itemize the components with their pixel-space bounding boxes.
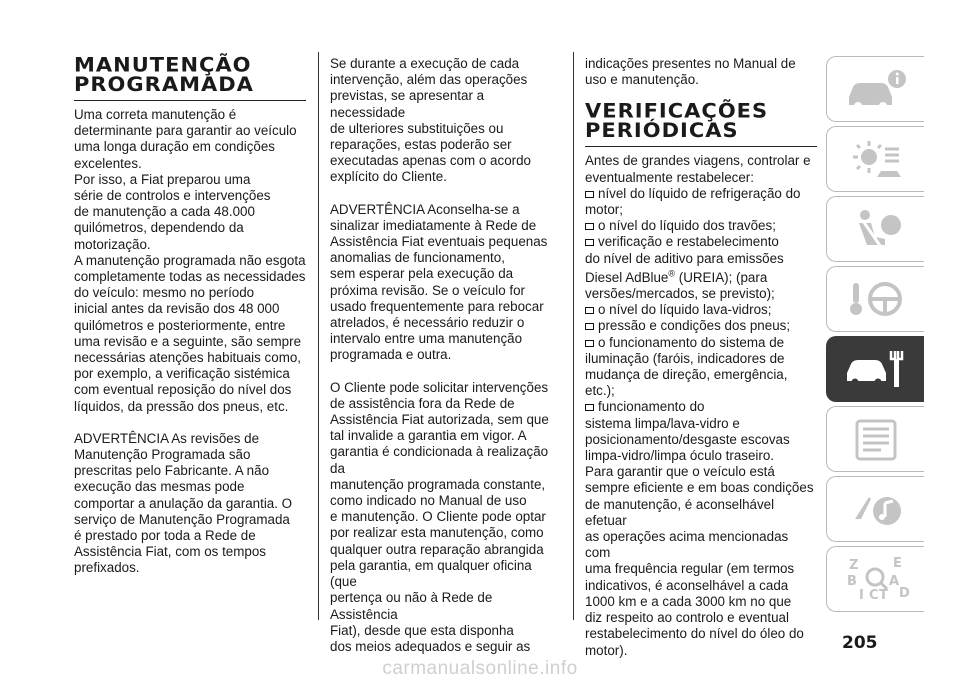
section-title-checks: VERIFICAÇÕES PERIÓDICAS [585,100,769,142]
paragraph-line: 1000 km e a cada 3000 km no que [585,593,792,609]
paragraph-line: indicativos, é aconselhável a cada [585,577,789,593]
paragraph-line: previstas, se apresentar a necessidade [330,88,485,120]
index-letter: D [898,586,910,601]
tab-index[interactable] [826,546,924,612]
title-rule [74,100,306,101]
tab-car-info[interactable] [826,56,924,122]
warning-line: programada e outra. [330,347,452,363]
paragraph-line: uma frequência regular (em termos [585,561,795,577]
section-title-maintenance: MANUTENÇÃO PROGRAMADA [74,54,254,96]
paragraph-line: eventualmente restabelecer: [585,169,754,185]
paragraph-line: O Cliente pode solicitar intervenções [330,379,549,395]
warning-line: intervalo entre uma manutenção [330,331,523,347]
bullet-box-icon [585,307,594,314]
index-letter: B [846,574,857,589]
paragraph-line: uma revisão e a seguinte, são sempre [74,333,302,349]
paragraph-line: motor; [585,202,623,218]
paragraph-line: motorização. [74,236,151,252]
paragraph-line: indicações presentes no Manual de [585,56,796,71]
bullet-box-icon [585,223,594,230]
paragraph-line: uso e manutenção. [585,72,699,88]
warning-line: Assistência Fiat, com os tempos [74,544,267,560]
watermark: carmanualsonline.info [382,658,578,679]
paragraph-line: Diesel AdBlue® (UREIA); (para [585,268,768,285]
alphabet-index-icon [841,553,911,605]
paragraph-line: sistema limpa/lava-vidro e [585,415,740,431]
index-letter: E [892,556,902,571]
paragraph-line: Para garantir que o veículo está [585,464,775,480]
warning-line: sinalizar imediatamente à Rede de [330,217,537,233]
title-rule [585,146,817,147]
index-letter: I [858,588,864,603]
warning-line: serviço de Manutenção Programada [74,511,290,527]
column-3 [585,56,817,659]
column-divider-2 [573,52,574,620]
paragraph-line: versões/mercados, se previsto); [585,286,775,302]
tab-starting[interactable] [826,266,924,332]
paragraph-line: líquidos, da pressão dos pneus, etc. [74,398,289,414]
paragraph-line: Antes de grandes viagens, controlar e [585,153,811,169]
bullet-box-icon [585,340,594,347]
tab-technical-data[interactable] [826,406,924,472]
paragraph-line: A manutenção programada não esgota [74,252,306,268]
paragraph-line: Fiat), desde que esta disponha [330,622,514,638]
car-info-icon [841,63,911,115]
paragraph-line: necessárias atenções habituais como, [74,350,302,366]
paragraph-line: por realizar esta manutenção, como [330,525,544,541]
warning-line: anomalias de funcionamento, [330,250,505,266]
paragraph-line: manutenção programada constante, [330,476,546,492]
warning-line: atrelados, é necessário reduzir o [330,315,525,331]
paragraph-line: garantia é condicionada à realização da [330,444,549,476]
column-divider-1 [318,52,319,620]
tab-maintenance[interactable] [826,336,924,402]
paragraph-line: Uma correta manutenção é [74,107,237,122]
index-letter: C [868,588,879,603]
paragraph-line: de ulteriores substituições ou [330,120,504,136]
paragraph-line: motor). [585,642,628,658]
bullet-box-icon [585,239,594,246]
paragraph-line: do nível de aditivo para emissões [585,250,784,266]
paragraph-line: de assistência fora da Rede de [330,395,515,411]
bullet-box-icon [585,191,594,198]
bullet-box-icon [585,404,594,411]
paragraph-line: intervenção, além das operações [330,72,528,88]
bullet-box-icon [585,323,594,330]
paragraph-line: diz respeito ao controlo e eventual [585,610,789,626]
bullet-item: verificação e restabelecimento [585,234,817,250]
warning-line: próxima revisão. Se o veículo for [330,282,525,298]
warning-line: prefixados. [74,560,140,576]
document-list-icon [841,413,911,465]
paragraph-line: como indicado no Manual de uso [330,493,527,509]
paragraph-line: sempre eficiente e em boas condições [585,480,814,496]
paragraph-line: reparações, estas poderão ser [330,137,512,153]
column-1 [74,56,306,577]
multimedia-icon [841,483,911,535]
paragraph-line: completamente todas as necessidades [74,269,306,285]
paragraph-line: pela garantia, em qualquer oficina (que [330,557,532,590]
paragraph-line: série de controlos e intervenções [74,188,271,204]
paragraph-line: de manutenção a cada 48.000 [74,204,255,220]
bullet-item: funcionamento do [585,399,817,415]
paragraph-line: posicionamento/desgaste escovas [585,431,790,447]
tab-dashboard[interactable] [826,126,924,192]
warning-line: sem esperar pela execução da [330,266,514,282]
page-number: 205 [842,633,878,653]
paragraph-line: limpa-vidro/limpa óculo traseiro. [585,448,775,464]
paragraph-line: iluminação (faróis, indicadores de [585,350,785,366]
warning-line: Manutenção Programada são [74,447,251,463]
bullet-item: pressão e condições dos pneus; [585,318,817,334]
column-2 [330,56,562,655]
paragraph-line: Se durante a execução de cada [330,56,520,71]
paragraph-line: e manutenção. O Cliente pode optar [330,509,546,525]
paragraph-line: mudança de direção, emergência, [585,367,788,383]
warning-line: usado frequentemente para rebocar [330,298,544,314]
paragraph-line: do veículo: mesmo no período [74,285,255,301]
paragraph-line: determinante para garantir ao veículo [74,123,297,139]
warning-line: execução das mesmas pode [74,479,245,495]
paragraph-line: Assistência Fiat autorizada, sem que [330,412,549,428]
key-steering-icon [841,273,911,325]
car-wrench-icon [841,343,911,395]
tab-multimedia[interactable] [826,476,924,542]
paragraph-line: por exemplo, a verificação sistémica [74,366,290,382]
warning-line: prescritas pelo Fabricante. A não [74,463,270,479]
paragraph-line: explícito do Cliente. [330,169,447,185]
chapter-tabs [826,56,926,616]
paragraph-line: excelentes. [74,155,142,171]
paragraph-line: dos meios adequados e seguir as [330,638,531,654]
paragraph-line: de manutenção, é aconselhável efetuar [585,496,775,528]
paragraph-line: tal invalide a garantia em vigor. A [330,428,527,444]
bullet-item: o funcionamento do sistema de [585,335,817,351]
warning-line: Assistência Fiat eventuais pequenas [330,234,548,250]
paragraph-line: restabelecimento do nível do óleo do [585,626,804,642]
bullet-item: nível do líquido de refrigeração do [585,186,817,202]
index-letter: T [878,588,888,603]
paragraph-line: inicial antes da revisão dos 48 000 [74,301,280,317]
paragraph-line: pertença ou não à Rede de Assistência [330,590,493,622]
paragraph-line: qualquer outra reparação abrangida [330,541,544,557]
index-letter: A [888,574,899,589]
paragraph-line: as operações acima mencionadas com [585,529,789,561]
warning-line: ADVERTÊNCIA As revisões de [74,430,260,446]
paragraph-line: executadas apenas com o acordo [330,153,531,169]
paragraph-line: Por isso, a Fiat preparou uma [74,171,251,187]
warning-line: é prestado por toda a Rede de [74,528,256,544]
paragraph-line: quilómetros e posteriormente, entre [74,317,286,333]
warning-line: comportar a anulação da garantia. O [74,495,293,511]
tab-safety[interactable] [826,196,924,262]
paragraph-line: etc.); [585,383,615,399]
paragraph-line: uma longa duração em condições [74,139,275,155]
index-letter: Z [848,558,858,573]
paragraph-line: com eventual reposição do nível dos [74,382,292,398]
dashboard-lights-icon [841,133,911,185]
paragraph-line: quilómetros, dependendo da [74,220,244,236]
warning-line: ADVERTÊNCIA Aconselha-se a [330,201,520,217]
bullet-item: o nível do líquido dos travões; [585,218,817,234]
bullet-item: o nível do líquido lava-vidros; [585,302,817,318]
airbag-seat-icon [841,203,911,255]
